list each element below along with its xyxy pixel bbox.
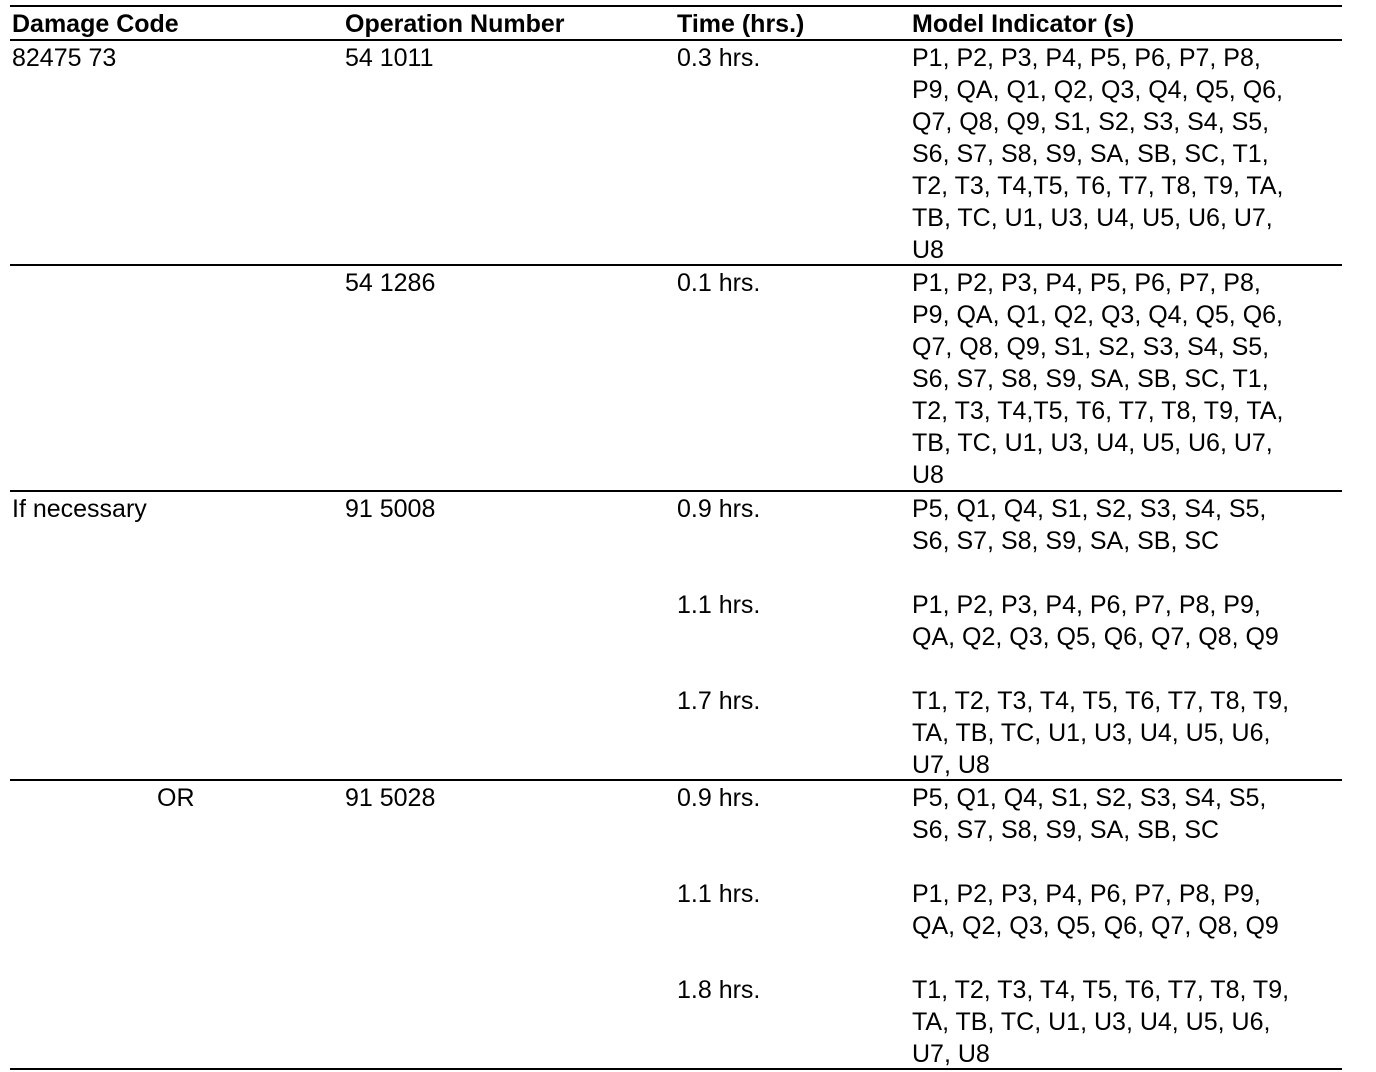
row-2-rule bbox=[10, 490, 1342, 492]
row-2-operation-number: 54 1286 bbox=[345, 269, 436, 297]
row-4-damage-code: OR bbox=[157, 784, 195, 812]
row-1-time: 0.3 hrs. bbox=[677, 44, 761, 72]
header-time: Time (hrs.) bbox=[677, 10, 805, 38]
row-4-operation-number: 91 5028 bbox=[345, 784, 436, 812]
row-1-operation-number: 54 1011 bbox=[345, 44, 434, 72]
row-3-time-1: 0.9 hrs. bbox=[677, 495, 761, 523]
row-2-models: P1, P2, P3, P4, P5, P6, P7, P8, P9, QA, Q1, Q2, Q3, Q4, Q5, Q6, Q7, Q8, Q9, S1, S2, S3, S4, S5, S6, S7, S8, S9, SA, SB, SC, T1, T2, T3, T4,T5, T6, T7, T8, T9, TA, TB, TC, U1, U3, U4, U5, U6, U7, U8 bbox=[912, 269, 1284, 489]
row-3-models-2: P1, P2, P3, P4, P6, P7, P8, P9, QA, Q2, Q3, Q5, Q6, Q7, Q8, Q9 bbox=[912, 591, 1279, 651]
row-2-time: 0.1 hrs. bbox=[677, 269, 761, 297]
row-3-models-3: T1, T2, T3, T4, T5, T6, T7, T8, T9, TA, TB, TC, U1, U3, U4, U5, U6, U7, U8 bbox=[912, 687, 1290, 779]
row-4-time-3: 1.8 hrs. bbox=[677, 976, 761, 1004]
header-operation-number: Operation Number bbox=[345, 10, 565, 38]
header-model-indicator: Model Indicator (s) bbox=[912, 10, 1135, 38]
row-1-damage-code: 82475 73 bbox=[12, 44, 117, 72]
row-4-models-1: P5, Q1, Q4, S1, S2, S3, S4, S5, S6, S7, S8, S9, SA, SB, SC bbox=[912, 784, 1267, 844]
row-3-operation-number: 91 5008 bbox=[345, 495, 436, 523]
row-3-time-2: 1.1 hrs. bbox=[677, 591, 761, 619]
row-1-models: P1, P2, P3, P4, P5, P6, P7, P8, P9, QA, Q1, Q2, Q3, Q4, Q5, Q6, Q7, Q8, Q9, S1, S2, S3, S4, S5, S6, S7, S8, S9, SA, SB, SC, T1, T2, T3, T4,T5, T6, T7, T8, T9, TA, TB, TC, U1, U3, U4, U5, U6, U7, U8 bbox=[912, 44, 1284, 264]
table-top-rule bbox=[10, 5, 1342, 7]
row-3-time-3: 1.7 hrs. bbox=[677, 687, 761, 715]
row-4-time-1: 0.9 hrs. bbox=[677, 784, 761, 812]
row-3-rule bbox=[10, 779, 1342, 781]
row-3-damage-code: If necessary bbox=[12, 495, 147, 523]
row-4-models-3: T1, T2, T3, T4, T5, T6, T7, T8, T9, TA, TB, TC, U1, U3, U4, U5, U6, U7, U8 bbox=[912, 976, 1290, 1068]
row-4-models-2: P1, P2, P3, P4, P6, P7, P8, P9, QA, Q2, Q3, Q5, Q6, Q7, Q8, Q9 bbox=[912, 880, 1279, 940]
table-bottom-rule bbox=[10, 1068, 1342, 1070]
header-rule bbox=[10, 39, 1342, 41]
row-4-time-2: 1.1 hrs. bbox=[677, 880, 761, 908]
header-damage-code: Damage Code bbox=[12, 10, 179, 38]
row-1-rule bbox=[10, 264, 1342, 266]
row-3-models-1: P5, Q1, Q4, S1, S2, S3, S4, S5, S6, S7, S8, S9, SA, SB, SC bbox=[912, 495, 1267, 555]
